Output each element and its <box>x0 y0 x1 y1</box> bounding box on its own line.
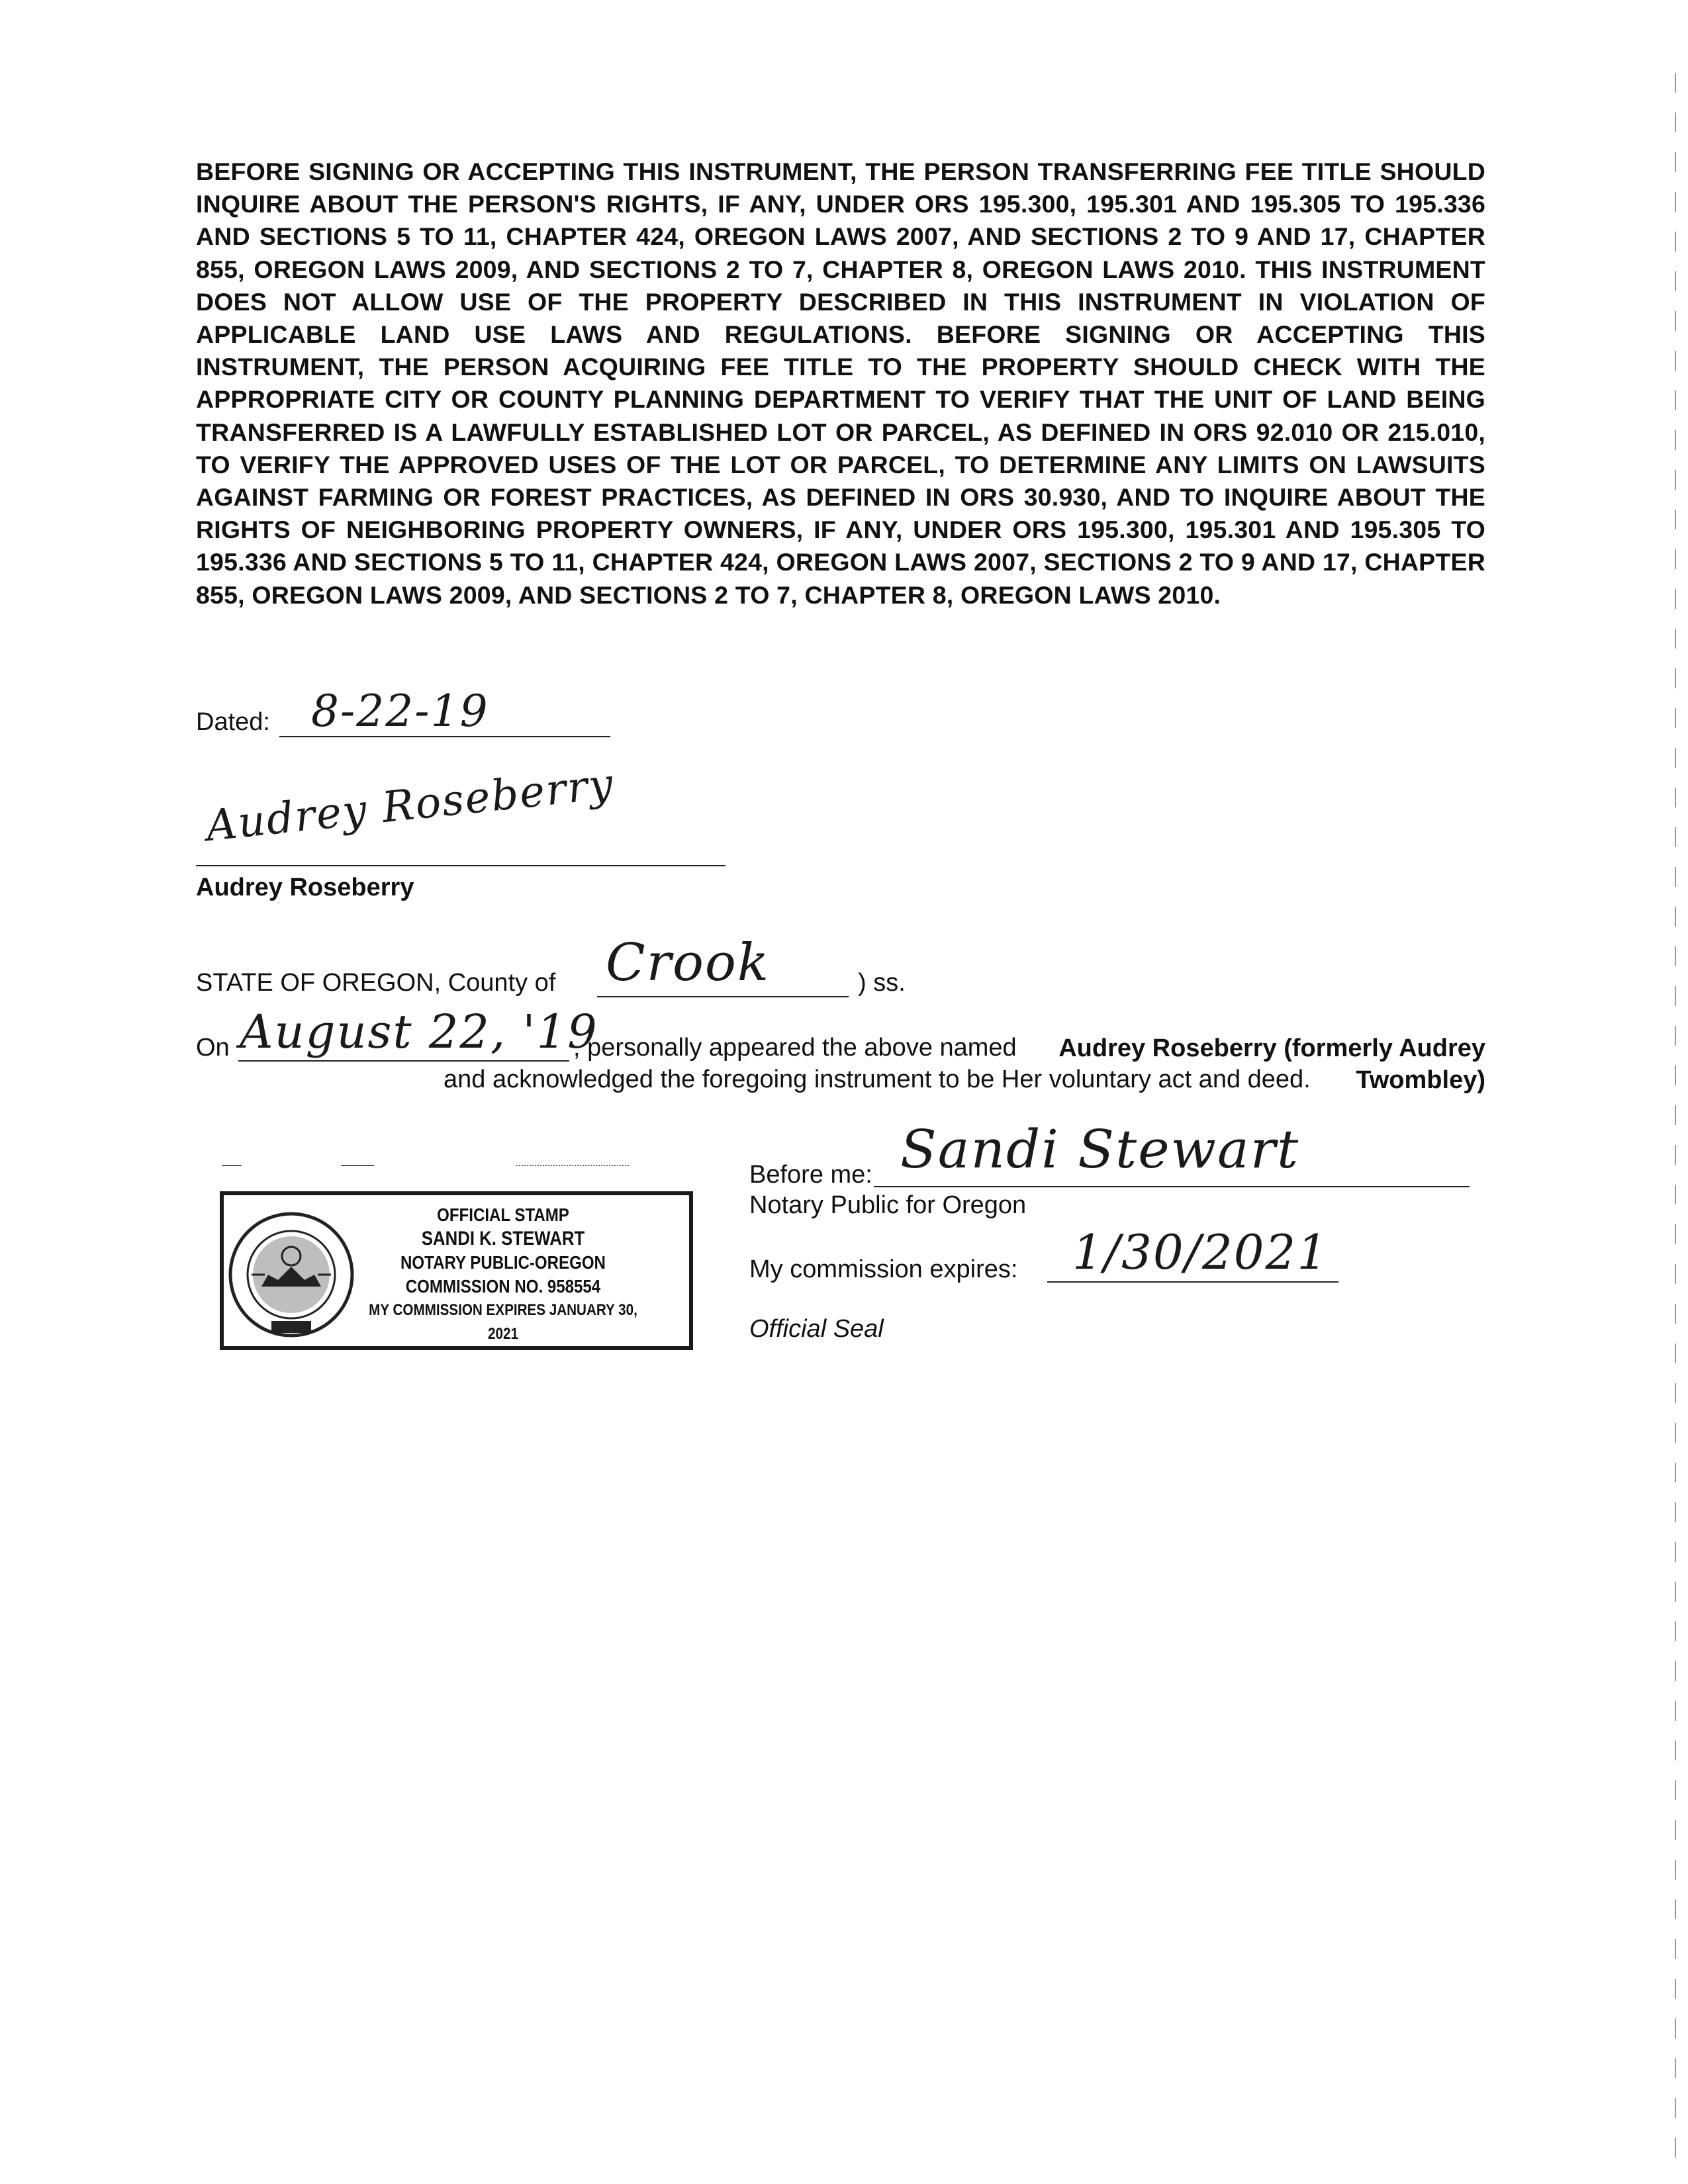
stamp-line-expires: MY COMMISSION EXPIRES JANUARY 30, 2021 <box>369 1301 637 1343</box>
before-me-label: Before me: <box>749 1161 872 1189</box>
ack-date-handwritten: August 22, '19 <box>240 1005 598 1059</box>
stamp-text <box>361 1203 645 1346</box>
county-underline <box>597 996 849 997</box>
dash-mark <box>222 1165 242 1166</box>
state-seal-icon <box>225 1208 357 1341</box>
dash-mark <box>516 1165 629 1166</box>
commission-expires-underline <box>1047 1281 1338 1283</box>
state-county-label: STATE OF OREGON, County of <box>196 969 556 997</box>
stamp-line-name: SANDI K. STEWART <box>421 1228 585 1250</box>
ack-text-1: , personally appeared the above named <box>573 1034 1017 1062</box>
ss-label: ) ss. <box>858 969 906 997</box>
official-seal-label: Official Seal <box>749 1315 884 1343</box>
grantor-signature: Audrey Roseberry <box>203 759 617 852</box>
notary-title: Notary Public for Oregon <box>749 1191 1027 1219</box>
grantor-name: Audrey Roseberry <box>196 874 414 901</box>
on-label: On <box>196 1034 230 1062</box>
stamp-line-title: OFFICIAL STAMP <box>437 1205 569 1225</box>
ack-text-2: and acknowledged the foregoing instrument to be Her voluntary act and deed. <box>444 1066 1311 1093</box>
commission-expires-label: My commission expires: <box>749 1255 1018 1283</box>
dash-mark <box>341 1165 374 1166</box>
grantor-signature-line <box>196 865 726 866</box>
stamp-line-commission: COMMISSION NO. 958554 <box>405 1276 601 1297</box>
scan-edge <box>1675 73 1676 2158</box>
commission-expires-handwritten: 1/30/2021 <box>1072 1224 1329 1280</box>
ack-named-person: Audrey Roseberry (formerly Audrey Twombley) <box>1058 1034 1485 1094</box>
notary-signature: Sandi Stewart <box>900 1118 1300 1180</box>
notary-signature-line <box>874 1186 1470 1187</box>
disclaimer-paragraph: BEFORE SIGNING OR ACCEPTING THIS INSTRUMENT, THE PERSON TRANSFERRING FEE TITLE SHOULD INQUIRE ABOUT THE PERSON'S RIGHTS, IF ANY, UNDER ORS 195.300, 195.301 AND 195.305 TO 195.336 AND SECTIONS 5 TO 11, CHAPTER 424, OREGON LAWS 2007, AND SECTIONS 2 TO 9 AND 17, CHAPTER 855, OREGON LAWS 2009, AND SECTIONS 2 TO 7, CHAPTER 8, OREGON LAWS 2010. THIS INSTRUMENT DOES NOT ALLOW USE OF THE PROPERTY DESCRIBED IN THIS INSTRUMENT IN VIOLATION OF APPLICABLE LAND USE LAWS AND REGULATIONS. BEFORE SIGNING OR ACCEPTING THIS INSTRUMENT, THE PERSON ACQUIRING FEE TITLE TO THE PROPERTY SHOULD CHECK WITH THE APPROPRIATE CITY OR COUNTY PLANNING DEPARTMENT TO VERIFY THAT THE UNIT OF LAND BEING TRANSFERRED IS A LAWFULLY ESTABLISHED LOT OR PARCEL, AS DEFINED IN ORS 92.010 OR 215.010, TO VERIFY THE APPROVED USES OF THE LOT OR PARCEL, TO DETERMINE ANY LIMITS ON LAWSUITS AGAINST FARMING OR FOREST PRACTICES, AS DEFINED IN ORS 30.930, AND TO INQUIRE ABOUT THE RIGHTS OF NEIGHBORING PROPERTY OWNERS, IF ANY, UNDER ORS 195.300, 195.301 AND 195.305 TO 195.336 AND SECTIONS 5 TO 11, CHAPTER 424, OREGON LAWS 2007, SECTIONS 2 TO 9 AND 17, CHAPTER 855, OREGON LAWS 2009, AND SECTIONS 2 TO 7, CHAPTER 8, OREGON LAWS 2010. <box>196 158 1485 609</box>
county-handwritten: Crook <box>606 933 771 993</box>
dated-handwritten-value: 8-22-19 <box>311 686 489 737</box>
stamp-line-role: NOTARY PUBLIC-OREGON <box>400 1252 606 1273</box>
dated-label: Dated: <box>196 708 270 736</box>
ack-date-underline <box>238 1060 569 1062</box>
